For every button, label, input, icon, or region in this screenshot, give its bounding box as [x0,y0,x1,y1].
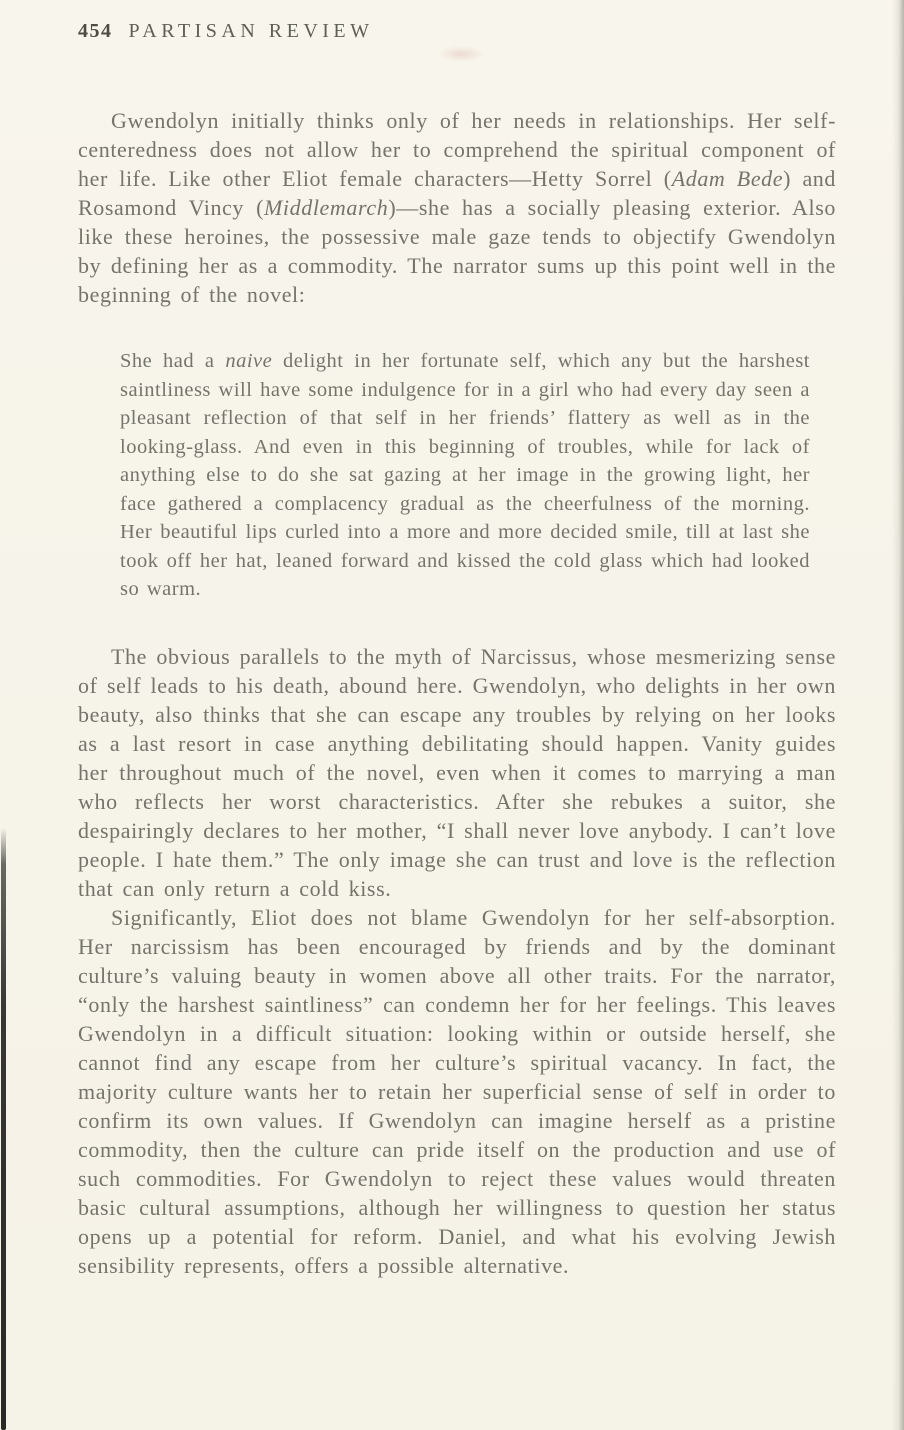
text-run: ) and Rosamond Vincy ( [78,166,837,220]
paragraph-1 [78,106,836,309]
page-body [78,106,836,1280]
text-run: Gwendolyn initially thinks only of her needs in relationships. Her self-centeredness does not allow her to comprehend the spiritual component of her life. Like other Eliot female characters—Hetty Sorrel ( [78,108,836,191]
book-title-adam-bede: Adam Bede [671,166,784,191]
scan-edge-artifact-left [1,828,6,1430]
novel-excerpt-blockquote [120,347,810,604]
paragraph-3: Significantly, Eliot does not blame Gwendolyn for her self-absorption. Her narcissism has been encouraged by friends and by the dominant culture’s valuing beauty in women above all other traits. For the narrator, “only the harshest saintliness” can condemn her for her feelings. This leaves Gwendolyn in a difficult situation: looking within or outside herself, she cannot find any escape from her culture’s spiritual vacancy. In fact, the majority culture wants her to retain her superficial sense of self in order to confirm its own values. If Gwendolyn can imagine herself as a pristine commodity, then the culture can pride itself on the production and use of such commodities. For Gwendolyn to reject these values would threaten basic cultural assumptions, although her willingness to question her status opens up a potential for reform. Daniel, and what his evolving Jewish sensibility represents, offers a possible alternative. [78,904,836,1278]
running-head [78,20,374,43]
page-number: 454 [78,20,113,42]
text-run: delight in her fortunate self, which any but the harshest saintliness will have some indulgence for in a girl who had every day seen a pleasant reflection of that self in her friends’ flattery as well as in the looking-glass. And even in this beginning of troubles, while for lack of anything else to do she sat gazing at her image in the growing light, her face gathered a complacency gradual as the cheerfulness of the morning. Her beautiful lips curled into a more and more decided smile, till at last she took off her hat, leaned forward and kissed the cold glass which had looked so warm. [120,350,811,600]
book-title-middlemarch: Middlemarch [264,195,389,220]
text-run: She had a [120,350,226,372]
scan-edge-shadow-right [892,0,904,1430]
scan-smudge-artifact [438,46,484,62]
italic-word-naive: naive [225,350,273,372]
text-run: )—she has a socially pleasing exterior. Also like these heroines, the possessive male gaze tends to objectify Gwendolyn by defining her as a commodity. The narrator sums up this point well in the beginning of the novel: [78,195,836,307]
journal-title: PARTISAN REVIEW [128,20,374,42]
paragraph-2: The obvious parallels to the myth of Narcissus, whose mesmerizing sense of self leads to his death, abound here. Gwendolyn, who delights in her own beauty, also thinks that she can escape any troubles by relying on her looks as a last resort in case anything debilitating should happen. Vanity guides her throughout much of the novel, even when it comes to marrying a man who reflects her worst characteristics. After she rebukes a suitor, she despairingly declares to her mother, “I shall never love anybody. I can’t love people. I hate them.” The only image she can trust and love is the reflection that can only return a cold kiss. [78,643,836,901]
